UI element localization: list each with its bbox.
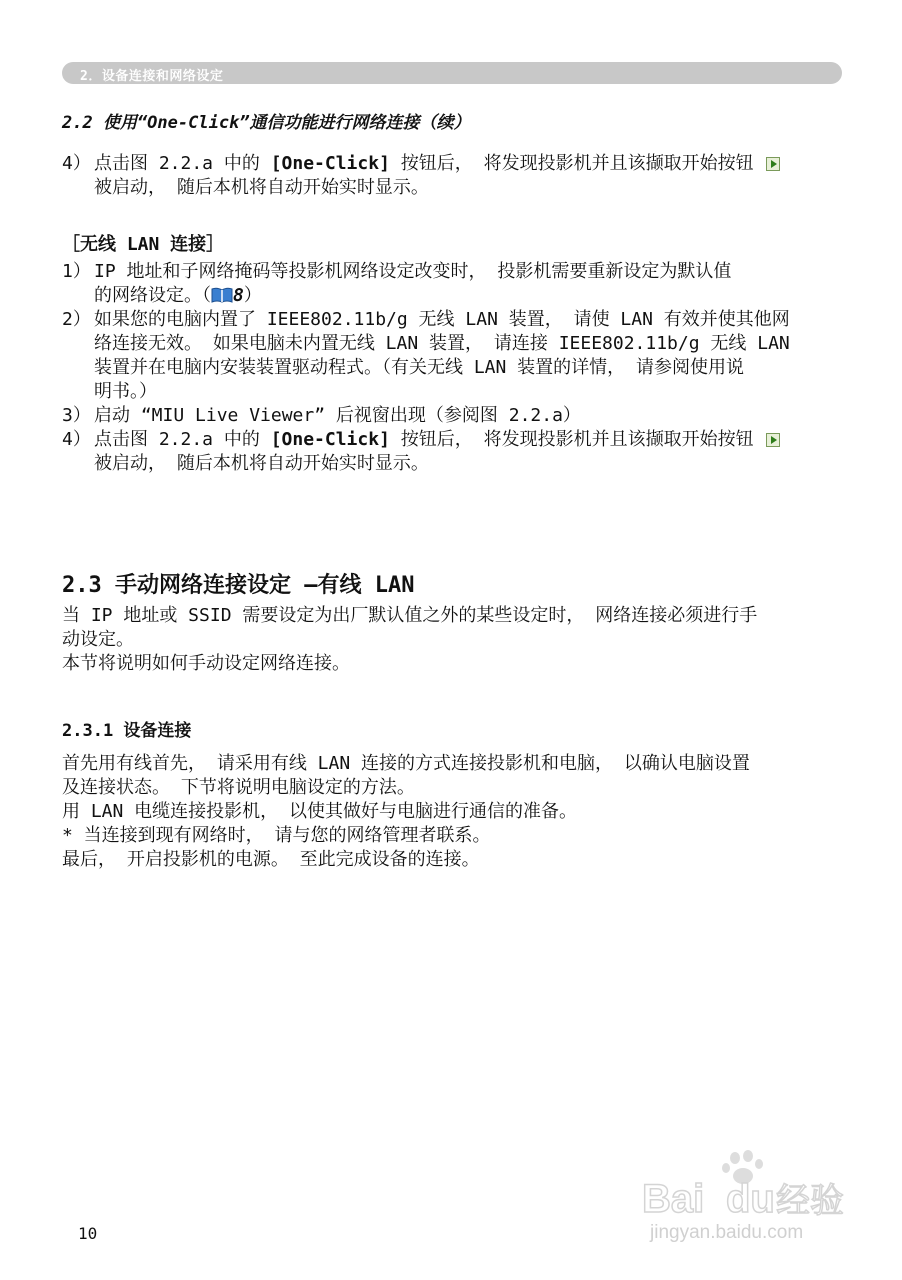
paragraph-line: 当 IP 地址或 SSID 需要设定为出厂默认值之外的某些设定时， 网络连接必须进行手 [62,605,758,626]
section-2-3-body [62,604,842,676]
watermark-label: 经验 [776,1181,844,1221]
paragraph-line: 动设定。 [62,629,134,650]
item-text: 启动 “MIU Live Viewer” 后视窗出现（参阅图 2.2.a） [94,405,581,426]
item-text: 按钮后， 将发现投影机并且该撷取开始按钮 [389,429,754,450]
section-2-3-heading: 2.3 手动网络连接设定 —有线 LAN [62,573,415,598]
item-number: 3） [62,405,91,426]
book-icon [211,287,233,303]
top-step-block [62,152,842,200]
item-text: 点击图 2.2.a 中的 [94,153,271,174]
item-number: 2） [62,309,91,330]
paragraph-line: 本节将说明如何手动设定网络连接。 [62,653,350,674]
capture-start-icon [766,157,780,171]
page-reference[interactable]: 8 [233,285,244,306]
item-number: 4） [62,153,91,174]
section-2-3-1-body [62,752,842,872]
item-text: 的网络设定。（ [94,285,211,306]
list-item [62,428,842,476]
page-number: 10 [78,1224,98,1243]
item-text: 被启动， 随后本机将自动开始实时显示。 [94,177,429,198]
item-text: 如果您的电脑内置了 IEEE802.11b/g 无线 LAN 装置， 请使 LAN 有效并使其他网 [94,309,790,330]
list-item [62,152,842,200]
paragraph-line: 最后， 开启投影机的电源。 至此完成设备的连接。 [62,849,480,870]
baidu-jingyan-watermark [640,1150,860,1250]
item-text: 按钮后， 将发现投影机并且该撷取开始按钮 [389,153,754,174]
item-text: IP 地址和子网络掩码等投影机网络设定改变时， 投影机需要重新设定为默认值 [94,261,732,282]
item-text: 明书。） [94,381,157,402]
list-item [62,308,842,404]
section-2-3-1-heading: 2.3.1 设备连接 [62,721,192,741]
watermark-url: jingyan.baidu.com [650,1222,804,1243]
paragraph-line: 及连接状态。 下节将说明电脑设定的方法。 [62,777,415,798]
list-item [62,404,842,428]
item-text: 装置并在电脑内安装装置驱动程式。（有关无线 LAN 装置的详情， 请参阅使用说 [94,357,745,378]
list-item [62,260,842,308]
item-number: 1） [62,261,91,282]
one-click-button-label: [One-Click] [270,429,390,450]
watermark-brand-2: du [726,1177,775,1221]
section-header-bar [62,62,842,84]
item-text: 点击图 2.2.a 中的 [94,429,271,450]
item-number: 4） [62,429,91,450]
paragraph-line: 首先用有线首先， 请采用有线 LAN 连接的方式连接投影机和电脑， 以确认电脑设置 [62,753,750,774]
watermark-brand: Bai [642,1177,705,1221]
capture-start-icon [766,433,780,447]
section-header-title: 2．设备连接和网络设定 [80,69,224,84]
item-text: ） [243,285,262,306]
wireless-steps [62,260,842,476]
paragraph-line: * 当连接到现有网络时， 请与您的网络管理者联系。 [62,825,491,846]
paragraph-line: 用 LAN 电缆连接投影机， 以使其做好与电脑进行通信的准备。 [62,801,578,822]
item-text: 被启动， 随后本机将自动开始实时显示。 [94,453,429,474]
sub-section-title: 2.2 使用“One-Click”通信功能进行网络连接（续） [62,113,471,133]
item-text: 络连接无效。 如果电脑未内置无线 LAN 装置， 请连接 IEEE802.11b/g 无线 LAN [94,333,790,354]
wireless-lan-heading: ［无线 LAN 连接］ [62,234,225,255]
one-click-button-label: [One-Click] [270,153,390,174]
